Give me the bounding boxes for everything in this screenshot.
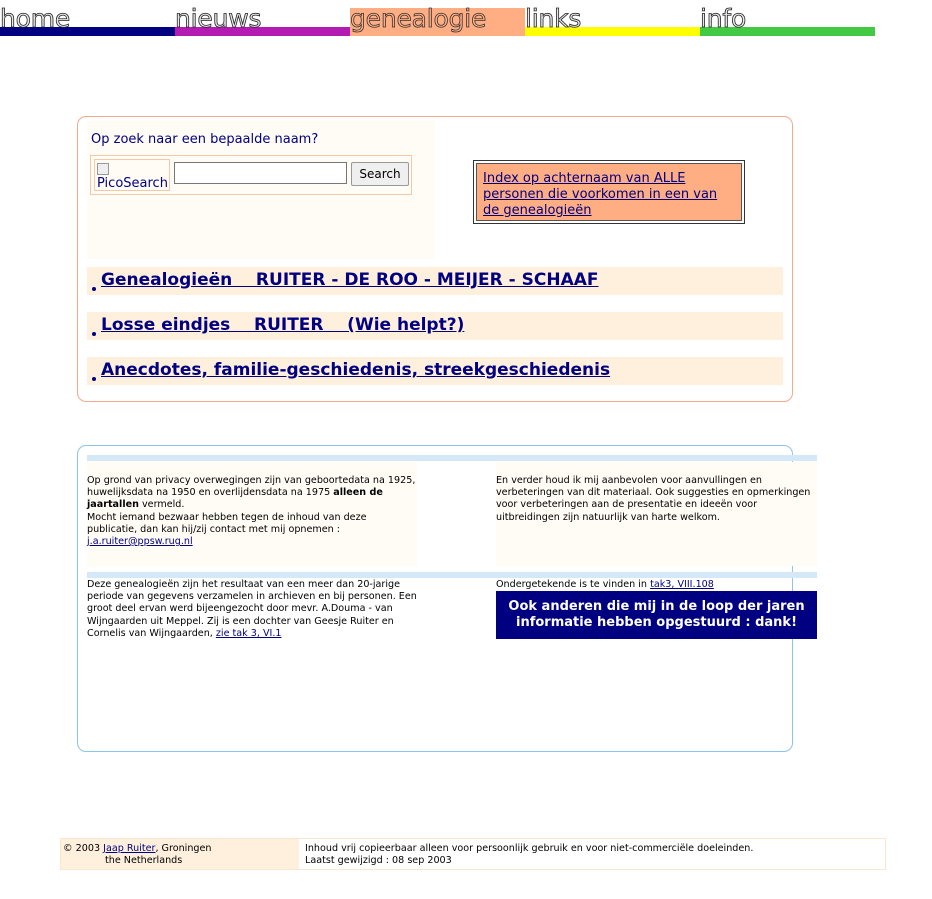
privacy-text-1: Op grond van privacy overwegingen zijn van geboortedata na 1925, huwelijksdata na 1950 en overlijdensdata na 1975	[87, 475, 416, 499]
nav-home[interactable]	[0, 6, 175, 36]
search-panel	[87, 121, 435, 259]
privacy-note	[87, 462, 417, 566]
feedback-note	[496, 462, 817, 566]
search-prompt: Op zoek naar een bepaalde naam?	[91, 132, 319, 147]
result-note	[87, 579, 417, 640]
nav-info-label: info	[700, 4, 747, 33]
bullet-icon	[92, 332, 96, 336]
anecdotes-link[interactable]: Anecdotes, familie-geschiedenis, streekgeschiedenis	[101, 360, 611, 380]
index-box	[473, 160, 745, 224]
tak3-viii108-link[interactable]: tak3, VIII.108	[650, 579, 714, 590]
top-navigation	[0, 6, 875, 36]
info-divider	[87, 455, 817, 461]
feedback-text: En verder houd ik mij aanbevolen voor aanvullingen en verbeteringen van dit materiaal. Ook suggesties en opmerkingen voor verbeteringen aan de presentatie en ideeën voor uitbreidingen zijn natuurlijk van harte welkom.	[496, 475, 811, 523]
result-text: Deze genealogieën zijn het resultaat van een meer dan 20-jarige periode van gegevens verzamelen in archieven en bij personen. Een groot deel ervan werd bijeengezocht door mevr. A.Douma - van Wijngaarden uit Meppel. Zij is een dochter van Geesje Ruiter en Cornelis van Wijngaarden,	[87, 579, 417, 639]
index-link[interactable]: Index op achternaam van ALLE personen die voorkomen in een van de genealogieën	[483, 171, 718, 218]
nav-genealogie-label: genealogie	[350, 4, 487, 33]
privacy-text-3: Mocht iemand bezwaar hebben tegen de inhoud van deze publicatie, dan kan hij/zij contact met mij opnemen :	[87, 511, 367, 535]
broken-image-icon	[97, 163, 109, 175]
search-input[interactable]	[174, 162, 347, 184]
nav-genealogie[interactable]	[350, 6, 525, 36]
email-link[interactable]: j.a.ruiter@ppsw.rug.nl	[87, 536, 193, 548]
index-inner	[476, 163, 742, 221]
info-divider	[87, 572, 817, 578]
bullet-icon	[92, 377, 96, 381]
losse-eindjes-link[interactable]: Losse eindjes RUITER (Wie helpt?)	[101, 315, 465, 335]
genealogy-row	[87, 312, 783, 340]
footer-city: , Groningen	[155, 843, 212, 854]
picosearch-logo-alt: PicoSearch	[97, 176, 168, 191]
footer	[60, 838, 886, 870]
footer-updated: Laatst gewijzigd : 08 sep 2003	[305, 855, 452, 866]
bullet-icon	[92, 287, 96, 291]
picosearch-logo[interactable]	[94, 159, 170, 191]
nav-nieuws-label: nieuws	[175, 4, 262, 33]
nav-links-label: links	[525, 4, 582, 33]
footer-copyright	[61, 839, 299, 869]
search-button[interactable]: Search	[351, 162, 409, 186]
author-link[interactable]: Jaap Ruiter	[103, 843, 156, 854]
genealogy-panel	[77, 116, 793, 402]
footer-notice	[305, 839, 883, 869]
genealogy-row	[87, 357, 783, 385]
copyright-prefix: © 2003	[63, 843, 101, 854]
nav-links[interactable]	[525, 6, 700, 36]
privacy-bold: alleen de jaartallen	[87, 487, 383, 511]
nav-nieuws[interactable]	[175, 6, 350, 36]
footer-license: Inhoud vrij copieerbaar alleen voor persoonlijk gebruik en voor niet-commerciële doeleinden.	[305, 843, 754, 854]
author-location-note	[496, 579, 817, 591]
footer-country: the Netherlands	[105, 855, 183, 866]
tak3-vi1-link[interactable]: zie tak 3, VI.1	[215, 627, 282, 639]
nav-home-label: home	[0, 4, 71, 33]
search-form	[90, 155, 412, 195]
genealogieen-link[interactable]: Genealogieën RUITER - DE ROO - MEIJER - SCHAAF	[101, 270, 599, 290]
genealogy-row	[87, 267, 783, 295]
privacy-text-2: vermeld.	[138, 499, 185, 511]
author-location-text: Ondergetekende is te vinden in	[496, 579, 651, 590]
nav-info[interactable]	[700, 6, 875, 36]
thanks-banner: Ook anderen die mij in de loop der jaren informatie hebben opgestuurd : dank!	[496, 591, 817, 639]
